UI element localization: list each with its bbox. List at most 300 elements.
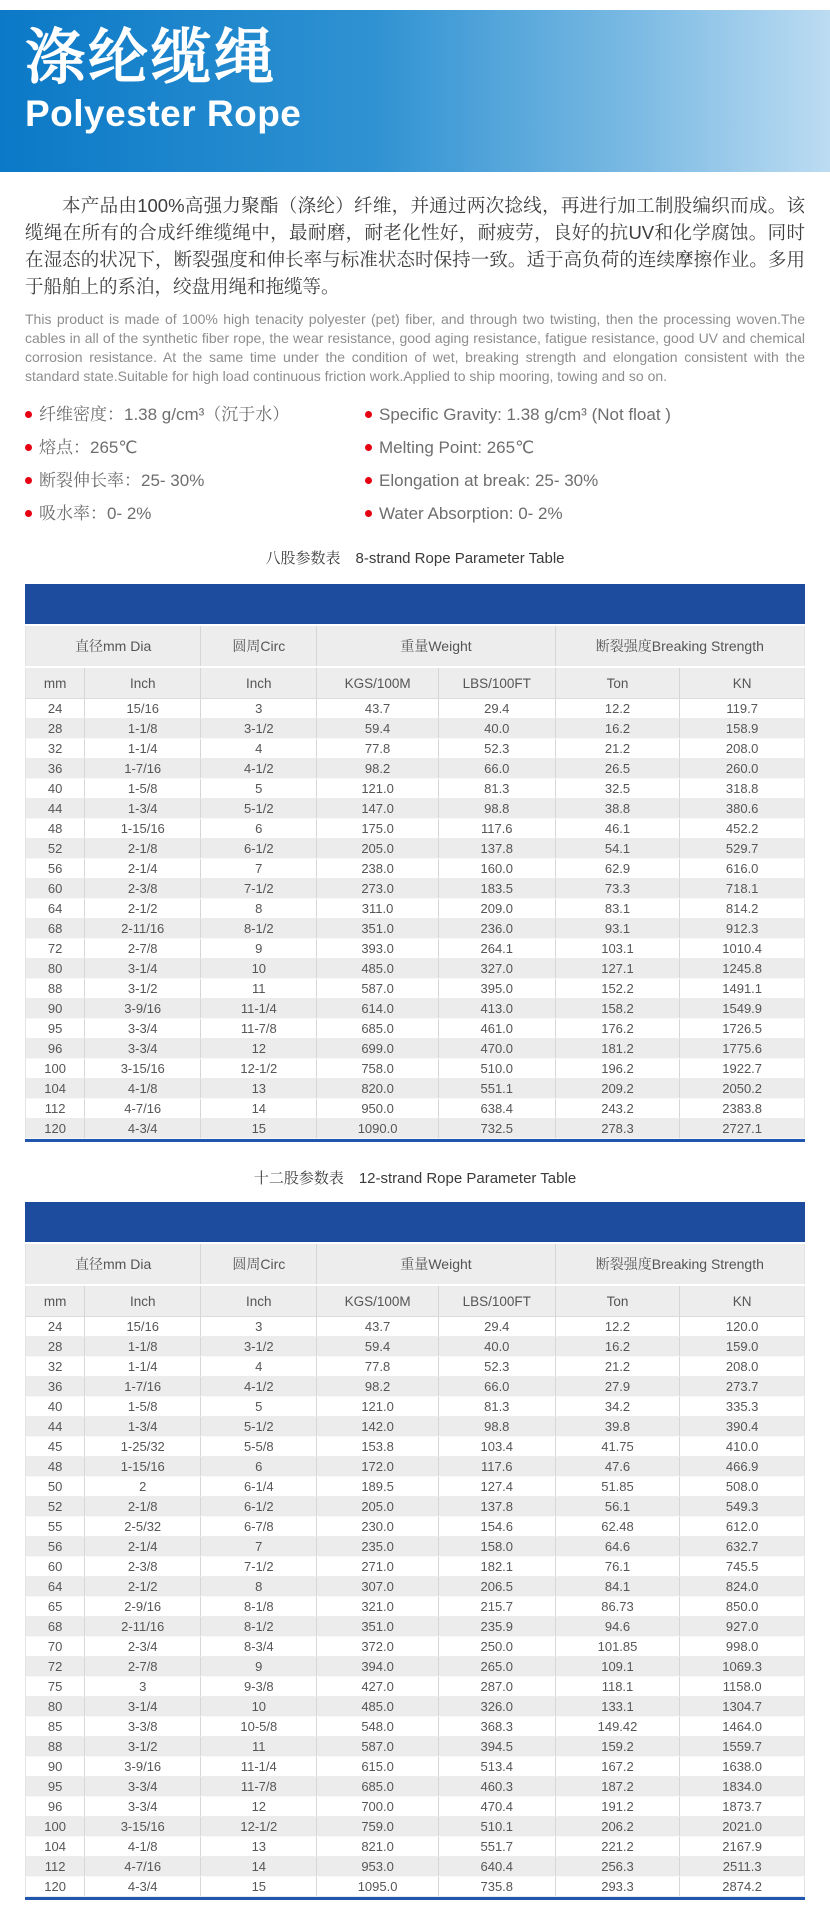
spec-item-water-absorption <box>25 497 365 530</box>
table-cell: 824.0 <box>680 1577 805 1597</box>
table-cell: 1245.8 <box>680 959 805 979</box>
table-cell: 640.4 <box>438 1857 555 1877</box>
table-cell: 12-1/2 <box>201 1817 317 1837</box>
table-cell: 311.0 <box>317 899 439 919</box>
table-cell: 121.0 <box>317 779 439 799</box>
table-cell: 4 <box>201 739 317 759</box>
table-cell: 21.2 <box>555 1357 680 1377</box>
table-cell: 2050.2 <box>680 1079 805 1099</box>
table-cell: 183.5 <box>438 879 555 899</box>
table-row <box>26 879 805 899</box>
table-cell: 65 <box>26 1597 85 1617</box>
table-cell: 52.3 <box>438 739 555 759</box>
table-cell: 88 <box>26 1737 85 1757</box>
column-header-row <box>26 667 805 699</box>
table-cell: 2-11/16 <box>85 919 201 939</box>
table-cell: 508.0 <box>680 1477 805 1497</box>
table-cell: 1304.7 <box>680 1697 805 1717</box>
table-cell: 368.3 <box>438 1717 555 1737</box>
table-cell: 52 <box>26 1497 85 1517</box>
table-cell: 206.2 <box>555 1817 680 1837</box>
spec-list <box>25 398 805 530</box>
table-cell: 12 <box>201 1797 317 1817</box>
table-cell: 85 <box>26 1717 85 1737</box>
table-cell: 1090.0 <box>317 1119 439 1139</box>
table-cell: 3-1/2 <box>201 719 317 739</box>
table-cell: 167.2 <box>555 1757 680 1777</box>
table-cell: 1-1/8 <box>85 719 201 739</box>
table-cell: 632.7 <box>680 1537 805 1557</box>
table-row <box>26 1537 805 1557</box>
table-cell: 1-3/4 <box>85 1417 201 1437</box>
table-cell: 175.0 <box>317 819 439 839</box>
table-cell: 3-1/2 <box>85 979 201 999</box>
table-cell: 2-7/8 <box>85 939 201 959</box>
table-cell: 238.0 <box>317 859 439 879</box>
table-cell: 685.0 <box>317 1777 439 1797</box>
table-cell: 7-1/2 <box>201 1557 317 1577</box>
column-header: Inch <box>201 667 317 699</box>
table-cell: 1-25/32 <box>85 1437 201 1457</box>
table-cell: 142.0 <box>317 1417 439 1437</box>
table-cell: 86.73 <box>555 1597 680 1617</box>
table-cell: 75 <box>26 1677 85 1697</box>
table-cell: 410.0 <box>680 1437 805 1457</box>
table-cell: 5-5/8 <box>201 1437 317 1457</box>
table-cell: 3-15/16 <box>85 1059 201 1079</box>
table-cell: 100 <box>26 1059 85 1079</box>
table-cell: 271.0 <box>317 1557 439 1577</box>
table-cell: 699.0 <box>317 1039 439 1059</box>
table-cell: 205.0 <box>317 1497 439 1517</box>
table-cell: 4-1/8 <box>85 1079 201 1099</box>
table-cell: 2-5/32 <box>85 1517 201 1537</box>
spec-item-water-absorption-en <box>365 497 671 530</box>
table-cell: 614.0 <box>317 999 439 1019</box>
table-row <box>26 779 805 799</box>
table-row <box>26 799 805 819</box>
table-cell: 6-1/2 <box>201 1497 317 1517</box>
table-cell: 158.9 <box>680 719 805 739</box>
table-top-bar <box>25 584 805 624</box>
table-cell: 1-3/4 <box>85 799 201 819</box>
table-cell: 11 <box>201 979 317 999</box>
column-header: Inch <box>85 667 201 699</box>
table-cell: 8 <box>201 1577 317 1597</box>
bullet-icon <box>25 444 32 451</box>
column-header-row <box>26 1285 805 1317</box>
table-cell: 2167.9 <box>680 1837 805 1857</box>
table-cell: 98.8 <box>438 799 555 819</box>
table-cell: 615.0 <box>317 1757 439 1777</box>
table-cell: 9-3/8 <box>201 1677 317 1697</box>
table-cell: 84.1 <box>555 1577 680 1597</box>
table-cell: 718.1 <box>680 879 805 899</box>
table-cell: 466.9 <box>680 1457 805 1477</box>
table-cell: 732.5 <box>438 1119 555 1139</box>
table-cell: 1638.0 <box>680 1757 805 1777</box>
table-cell: 70 <box>26 1637 85 1657</box>
column-header: Ton <box>555 1285 680 1317</box>
table-cell: 64.6 <box>555 1537 680 1557</box>
table-cell: 3-1/2 <box>85 1737 201 1757</box>
table-row <box>26 999 805 1019</box>
table-cell: 158.2 <box>555 999 680 1019</box>
table-cell: 98.2 <box>317 759 439 779</box>
table-cell: 549.3 <box>680 1497 805 1517</box>
table-cell: 235.0 <box>317 1537 439 1557</box>
table-row <box>26 1737 805 1757</box>
table-cell: 3 <box>85 1677 201 1697</box>
table-cell: 3-1/4 <box>85 1697 201 1717</box>
table-container-8strand <box>25 584 805 1142</box>
table-cell: 95 <box>26 1777 85 1797</box>
table-cell: 7 <box>201 859 317 879</box>
spec-item-label: 熔点：265℃ <box>39 438 138 457</box>
table-row <box>26 1797 805 1817</box>
table-cell: 27.9 <box>555 1377 680 1397</box>
table-cell: 8-3/4 <box>201 1637 317 1657</box>
table-cell: 513.4 <box>438 1757 555 1777</box>
spec-item-fiber-density <box>25 398 365 431</box>
table-cell: 1491.1 <box>680 979 805 999</box>
table-row <box>26 1557 805 1577</box>
table-cell: 80 <box>26 959 85 979</box>
table-cell: 62.48 <box>555 1517 680 1537</box>
table-cell: 221.2 <box>555 1837 680 1857</box>
table-cell: 2-1/2 <box>85 899 201 919</box>
table-cell: 95 <box>26 1019 85 1039</box>
intro-paragraph-en: This product is made of 100% high tenacity polyester (pet) fiber, and through two twisting, then the processing woven.The cables in all of the synthetic fiber rope, the wear resistance, good aging resistance, fatigue resistance, good UV and chemical corrosion resistance. At the same time under the condition of wet, breaking strength and elongation consistent with the standard state.Suitable for high load continuous friction work.Applied to ship mooring, towing and so on. <box>25 311 805 384</box>
table-cell: 1775.6 <box>680 1039 805 1059</box>
table-cell: 50 <box>26 1477 85 1497</box>
table-cell: 98.2 <box>317 1377 439 1397</box>
table-cell: 735.8 <box>438 1877 555 1897</box>
table-cell: 96 <box>26 1797 85 1817</box>
table-cell: 13 <box>201 1837 317 1857</box>
table-row <box>26 1039 805 1059</box>
table-cell: 153.8 <box>317 1437 439 1457</box>
table-cell: 235.9 <box>438 1617 555 1637</box>
column-header: KN <box>680 1285 805 1317</box>
table-row <box>26 1357 805 1377</box>
table-section-8strand <box>0 550 830 1142</box>
column-header: KGS/100M <box>317 1285 439 1317</box>
table-row <box>26 859 805 879</box>
table-cell: 1010.4 <box>680 939 805 959</box>
table-cell: 2-3/8 <box>85 1557 201 1577</box>
table-cell: 34.2 <box>555 1397 680 1417</box>
table-cell: 187.2 <box>555 1777 680 1797</box>
table-cell: 15 <box>201 1877 317 1897</box>
column-header: LBS/100FT <box>438 667 555 699</box>
table-cell: 196.2 <box>555 1059 680 1079</box>
table-cell: 44 <box>26 1417 85 1437</box>
table-cell: 470.0 <box>438 1039 555 1059</box>
table-cell: 393.0 <box>317 939 439 959</box>
table-cell: 4-7/16 <box>85 1857 201 1877</box>
column-header: KGS/100M <box>317 667 439 699</box>
table-cell: 758.0 <box>317 1059 439 1079</box>
table-cell: 265.0 <box>438 1657 555 1677</box>
table-cell: 2874.2 <box>680 1877 805 1897</box>
table-cell: 11 <box>201 1737 317 1757</box>
table-cell: 9 <box>201 1657 317 1677</box>
table-cell: 548.0 <box>317 1717 439 1737</box>
spec-item-elongation-en <box>365 464 671 497</box>
table-cell: 2-11/16 <box>85 1617 201 1637</box>
bullet-icon <box>25 477 32 484</box>
table-cell: 1-1/4 <box>85 739 201 759</box>
table-cell: 43.7 <box>317 1317 439 1337</box>
table-cell: 1-7/16 <box>85 1377 201 1397</box>
table-cell: 307.0 <box>317 1577 439 1597</box>
column-header: Ton <box>555 667 680 699</box>
table-cell: 1559.7 <box>680 1737 805 1757</box>
group-header: 圆周Circ <box>201 1244 317 1285</box>
table-cell: 3 <box>201 699 317 719</box>
table-cell: 29.4 <box>438 699 555 719</box>
table-row <box>26 759 805 779</box>
table-row <box>26 1477 805 1497</box>
table-cell: 293.3 <box>555 1877 680 1897</box>
table-cell: 452.2 <box>680 819 805 839</box>
table-cell: 104 <box>26 1079 85 1099</box>
table-cell: 66.0 <box>438 759 555 779</box>
table-cell: 24 <box>26 1317 85 1337</box>
table-row <box>26 1757 805 1777</box>
spec-item-label: 断裂伸长率：25- 30% <box>39 471 205 490</box>
table-row <box>26 1099 805 1119</box>
table-title-8strand: 八股参数表 8-strand Rope Parameter Table <box>265 550 565 567</box>
table-cell: 260.0 <box>680 759 805 779</box>
bullet-icon <box>365 411 372 418</box>
column-header: mm <box>26 667 85 699</box>
table-cell: 14 <box>201 1857 317 1877</box>
table-cell: 230.0 <box>317 1517 439 1537</box>
table-cell: 927.0 <box>680 1617 805 1637</box>
table-cell: 1-5/8 <box>85 779 201 799</box>
table-container-12strand <box>25 1202 805 1900</box>
table-cell: 427.0 <box>317 1677 439 1697</box>
table-cell: 45 <box>26 1437 85 1457</box>
spec-item-elongation <box>25 464 365 497</box>
table-cell: 55 <box>26 1517 85 1537</box>
table-cell: 62.9 <box>555 859 680 879</box>
table-row <box>26 1717 805 1737</box>
table-cell: 3-3/4 <box>85 1797 201 1817</box>
table-cell: 16.2 <box>555 719 680 739</box>
table-cell: 1-15/16 <box>85 819 201 839</box>
table-cell: 90 <box>26 1757 85 1777</box>
table-row <box>26 1417 805 1437</box>
table-cell: 32 <box>26 739 85 759</box>
table-cell: 12-1/2 <box>201 1059 317 1079</box>
table-cell: 159.0 <box>680 1337 805 1357</box>
table-cell: 1-7/16 <box>85 759 201 779</box>
table-cell: 26.5 <box>555 759 680 779</box>
table-cell: 77.8 <box>317 739 439 759</box>
table-cell: 850.0 <box>680 1597 805 1617</box>
table-cell: 4-7/16 <box>85 1099 201 1119</box>
table-cell: 4-1/2 <box>201 1377 317 1397</box>
table-cell: 8-1/8 <box>201 1597 317 1617</box>
table-cell: 39.8 <box>555 1417 680 1437</box>
table-cell: 587.0 <box>317 979 439 999</box>
table-cell: 120 <box>26 1119 85 1139</box>
table-cell: 5-1/2 <box>201 799 317 819</box>
table-cell: 6 <box>201 819 317 839</box>
table-cell: 3-3/8 <box>85 1717 201 1737</box>
table-cell: 12.2 <box>555 699 680 719</box>
table-row <box>26 739 805 759</box>
table-cell: 5-1/2 <box>201 1417 317 1437</box>
table-cell: 390.4 <box>680 1417 805 1437</box>
column-header: Inch <box>201 1285 317 1317</box>
group-header-row <box>26 1244 805 1285</box>
table-cell: 236.0 <box>438 919 555 939</box>
table-cell: 2021.0 <box>680 1817 805 1837</box>
table-cell: 2-1/4 <box>85 1537 201 1557</box>
table-cell: 12 <box>201 1039 317 1059</box>
table-cell: 56 <box>26 1537 85 1557</box>
table-cell: 43.7 <box>317 699 439 719</box>
table-row <box>26 1637 805 1657</box>
table-cell: 14 <box>201 1099 317 1119</box>
spec-item-label: 纤维密度：1.38 g/cm³（沉于水） <box>39 405 290 424</box>
table-cell: 460.3 <box>438 1777 555 1797</box>
product-title-zh: 涤纶缆绳 <box>25 24 277 91</box>
group-header-row <box>26 626 805 667</box>
table-cell: 394.0 <box>317 1657 439 1677</box>
table-cell: 16.2 <box>555 1337 680 1357</box>
table-cell: 2-3/8 <box>85 879 201 899</box>
table-row <box>26 719 805 739</box>
table-cell: 189.5 <box>317 1477 439 1497</box>
table-row <box>26 899 805 919</box>
table-cell: 1873.7 <box>680 1797 805 1817</box>
table-cell: 6-7/8 <box>201 1517 317 1537</box>
table-cell: 68 <box>26 919 85 939</box>
table-cell: 172.0 <box>317 1457 439 1477</box>
table-cell: 28 <box>26 719 85 739</box>
table-cell: 72 <box>26 1657 85 1677</box>
table-cell: 56.1 <box>555 1497 680 1517</box>
spec-item-label: Specific Gravity: 1.38 g/cm³ (Not float ) <box>379 405 671 424</box>
table-cell: 52 <box>26 839 85 859</box>
table-cell: 36 <box>26 759 85 779</box>
table-row <box>26 1777 805 1797</box>
table-cell: 11-1/4 <box>201 1757 317 1777</box>
table-cell: 98.8 <box>438 1417 555 1437</box>
table-cell: 2383.8 <box>680 1099 805 1119</box>
table-cell: 118.1 <box>555 1677 680 1697</box>
table-cell: 77.8 <box>317 1357 439 1377</box>
spec-item-specific-gravity <box>365 398 671 431</box>
table-cell: 11-1/4 <box>201 999 317 1019</box>
table-cell: 529.7 <box>680 839 805 859</box>
spec-item-label: 吸水率：0- 2% <box>39 504 152 523</box>
table-cell: 7-1/2 <box>201 879 317 899</box>
table-cell: 700.0 <box>317 1797 439 1817</box>
table-cell: 5 <box>201 1397 317 1417</box>
table-cell: 60 <box>26 879 85 899</box>
table-cell: 52.3 <box>438 1357 555 1377</box>
table-cell: 103.4 <box>438 1437 555 1457</box>
table-cell: 321.0 <box>317 1597 439 1617</box>
table-cell: 137.8 <box>438 1497 555 1517</box>
table-cell: 117.6 <box>438 819 555 839</box>
table-cell: 100 <box>26 1817 85 1837</box>
table-row <box>26 1497 805 1517</box>
table-cell: 10 <box>201 959 317 979</box>
table-row <box>26 959 805 979</box>
table-cell: 1-1/4 <box>85 1357 201 1377</box>
table-cell: 159.2 <box>555 1737 680 1757</box>
bullet-icon <box>25 510 32 517</box>
table-cell: 372.0 <box>317 1637 439 1657</box>
table-cell: 94.6 <box>555 1617 680 1637</box>
bullet-icon <box>365 444 372 451</box>
table-cell: 127.1 <box>555 959 680 979</box>
table-cell: 1834.0 <box>680 1777 805 1797</box>
table-cell: 3-1/2 <box>201 1337 317 1357</box>
table-cell: 21.2 <box>555 739 680 759</box>
table-cell: 12.2 <box>555 1317 680 1337</box>
table-cell: 264.1 <box>438 939 555 959</box>
table-title-12strand: 十二股参数表 12-strand Rope Parameter Table <box>253 1170 577 1187</box>
group-header: 直径mm Dia <box>26 1244 201 1285</box>
page-header <box>0 10 830 172</box>
table-cell: 83.1 <box>555 899 680 919</box>
table-cell: 41.75 <box>555 1437 680 1457</box>
table-cell: 953.0 <box>317 1857 439 1877</box>
table-cell: 47.6 <box>555 1457 680 1477</box>
table-cell: 73.3 <box>555 879 680 899</box>
table-cell: 6-1/4 <box>201 1477 317 1497</box>
table-cell: 3-1/4 <box>85 959 201 979</box>
table-cell: 9 <box>201 939 317 959</box>
table-cell: 1-15/16 <box>85 1457 201 1477</box>
bullet-icon <box>365 510 372 517</box>
table-cell: 112 <box>26 1099 85 1119</box>
table-cell: 15 <box>201 1119 317 1139</box>
table-cell: 44 <box>26 799 85 819</box>
table-cell: 380.6 <box>680 799 805 819</box>
table-cell: 64 <box>26 899 85 919</box>
table-cell: 147.0 <box>317 799 439 819</box>
table-cell: 32.5 <box>555 779 680 799</box>
table-cell: 208.0 <box>680 739 805 759</box>
table-cell: 4-1/2 <box>201 759 317 779</box>
table-cell: 485.0 <box>317 959 439 979</box>
table-row <box>26 1577 805 1597</box>
table-cell: 5 <box>201 779 317 799</box>
table-cell: 3-15/16 <box>85 1817 201 1837</box>
table-cell: 208.0 <box>680 1357 805 1377</box>
table-cell: 40 <box>26 1397 85 1417</box>
table-cell: 117.6 <box>438 1457 555 1477</box>
table-cell: 6 <box>201 1457 317 1477</box>
table-cell: 273.0 <box>317 879 439 899</box>
table-cell: 616.0 <box>680 859 805 879</box>
table-cell: 76.1 <box>555 1557 680 1577</box>
table-row <box>26 839 805 859</box>
table-cell: 912.3 <box>680 919 805 939</box>
table-row <box>26 939 805 959</box>
table-row <box>26 1877 805 1897</box>
table-cell: 209.2 <box>555 1079 680 1099</box>
